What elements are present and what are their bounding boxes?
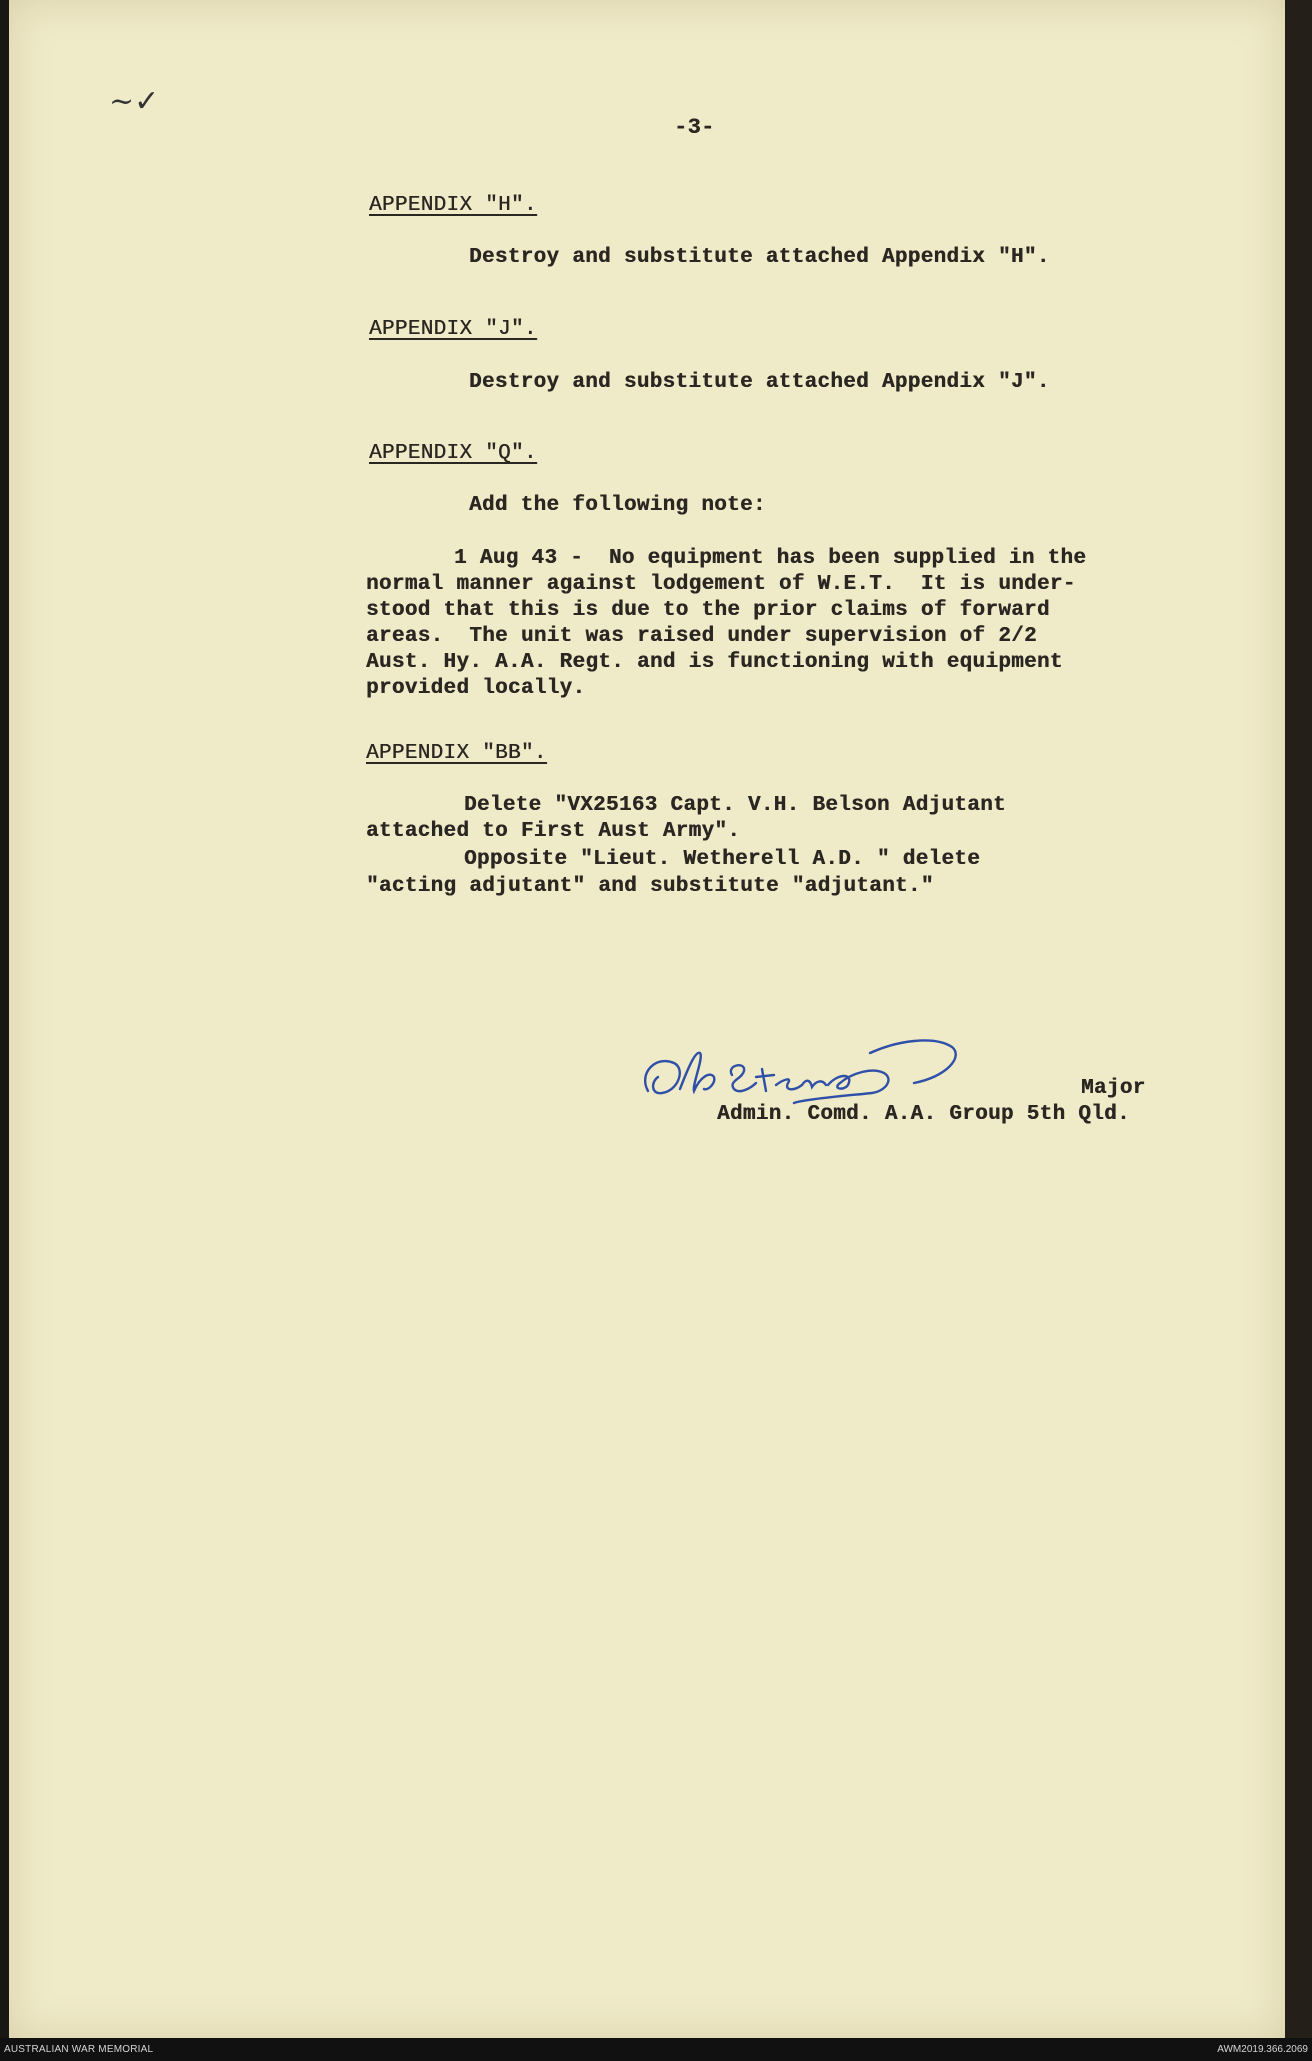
appendix-h-body: Destroy and substitute attached Appendix "H". xyxy=(469,246,1050,269)
page-number: -3- xyxy=(674,115,715,140)
appendix-bb-line: "acting adjutant" and substitute "adjutant." xyxy=(366,875,934,898)
margin-mark: ~✓ xyxy=(109,84,160,119)
appendix-q-line: stood that this is due to the prior claims of forward xyxy=(366,599,1050,622)
footer-accession-number: AWM2019.366.2069 xyxy=(1217,2044,1308,2055)
appendix-q-heading: APPENDIX "Q". xyxy=(369,442,537,465)
appendix-q-line: provided locally. xyxy=(366,677,586,700)
footer-institution: AUSTRALIAN WAR MEMORIAL xyxy=(4,2044,154,2055)
document-page xyxy=(9,0,1285,2038)
appendix-q-line: Aust. Hy. A.A. Regt. and is functioning with equipment xyxy=(366,651,1063,674)
scan-border xyxy=(1285,0,1312,2038)
appendix-bb-line: attached to First Aust Army". xyxy=(366,820,741,843)
signature-title: Admin. Comd. A.A. Group 5th Qld. xyxy=(717,1103,1130,1126)
appendix-q-line: normal manner against lodgement of W.E.T. It is under- xyxy=(366,573,1076,596)
appendix-bb-heading: APPENDIX "BB". xyxy=(366,742,547,765)
appendix-j-body: Destroy and substitute attached Appendix "J". xyxy=(469,371,1050,394)
appendix-h-heading: APPENDIX "H". xyxy=(369,194,537,217)
appendix-j-heading: APPENDIX "J". xyxy=(369,318,537,341)
appendix-bb-line: Opposite "Lieut. Wetherell A.D. " delete xyxy=(464,848,981,871)
appendix-q-intro: Add the following note: xyxy=(469,494,766,517)
signature-rank: Major xyxy=(1081,1077,1146,1100)
appendix-q-line: areas. The unit was raised under supervision of 2/2 xyxy=(366,625,1037,648)
archive-footer xyxy=(0,2038,1312,2061)
appendix-bb-line: Delete "VX25163 Capt. V.H. Belson Adjutant xyxy=(464,794,1006,817)
appendix-q-line: 1 Aug 43 - No equipment has been supplied in the xyxy=(454,547,1087,570)
